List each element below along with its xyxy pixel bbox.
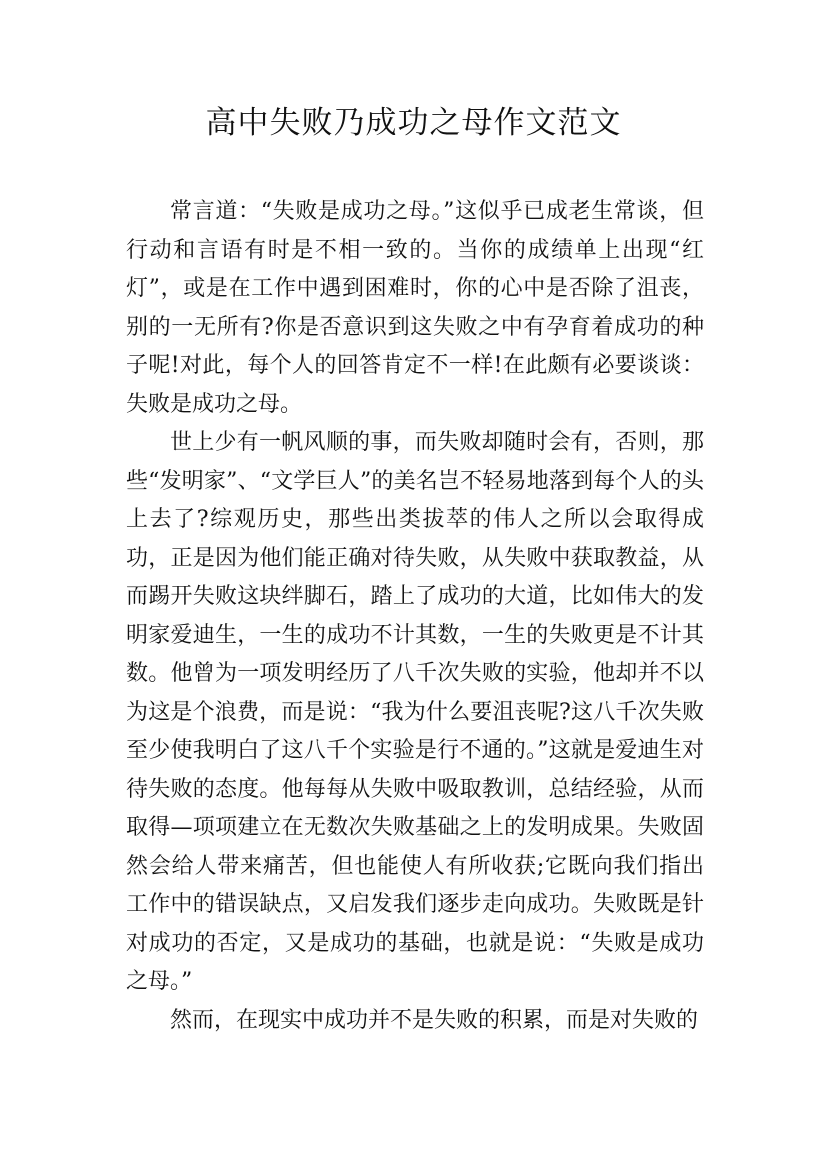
paragraph-2: 世上少有一帆风顺的事，而失败却随时会有，否则，那些“发明家”、“文学巨人”的美名岂不轻易地落到每个人的头上去了?综观历史，那些出类拔萃的伟人之所以会取得成功，正是因为他们能正确对待失败，从失败中获取教益，从而踢开失败这块绊脚石，踏上了成功的大道，比如伟大的发明家爱迪生，一生的成功不计其数，一生的失败更是不计其数。他曾为一项发明经历了八千次失败的实验，他却并不以为这是个浪费，而是说：“我为什么要沮丧呢?这八千次失败至少使我明白了这八千个实验是行不通的。”这就是爱迪生对待失败的态度。他每每从失败中吸取教训，总结经验，从而取得—项项建立在无数次失败基础之上的发明成果。失败固然会给人带来痛苦，但也能使人有所收获;它既向我们指出工作中的错误缺点，又启发我们逐步走向成功。失败既是针对成功的否定，又是成功的基础，也就是说：“失败是成功之母。” <box>126 430 704 994</box>
document-body <box>126 193 704 1040</box>
paragraph-3: 然而，在现实中成功并不是失败的积累，而是对失败的 <box>170 1007 699 1033</box>
paragraph-1: 常言道：“失败是成功之母。”这似乎已成老生常谈，但行动和言语有时是不相一致的。当你的成绩单上出现“红灯”，或是在工作中遇到困难时，你的心中是否除了沮丧，别的一无所有?你是否意识到这失败之中有孕育着成功的种子呢!对此，每个人的回答肯定不一样!在此颇有必要谈谈：失败是成功之母。 <box>126 199 704 417</box>
document-title: 高中失败乃成功之母作文范文 <box>205 105 622 141</box>
